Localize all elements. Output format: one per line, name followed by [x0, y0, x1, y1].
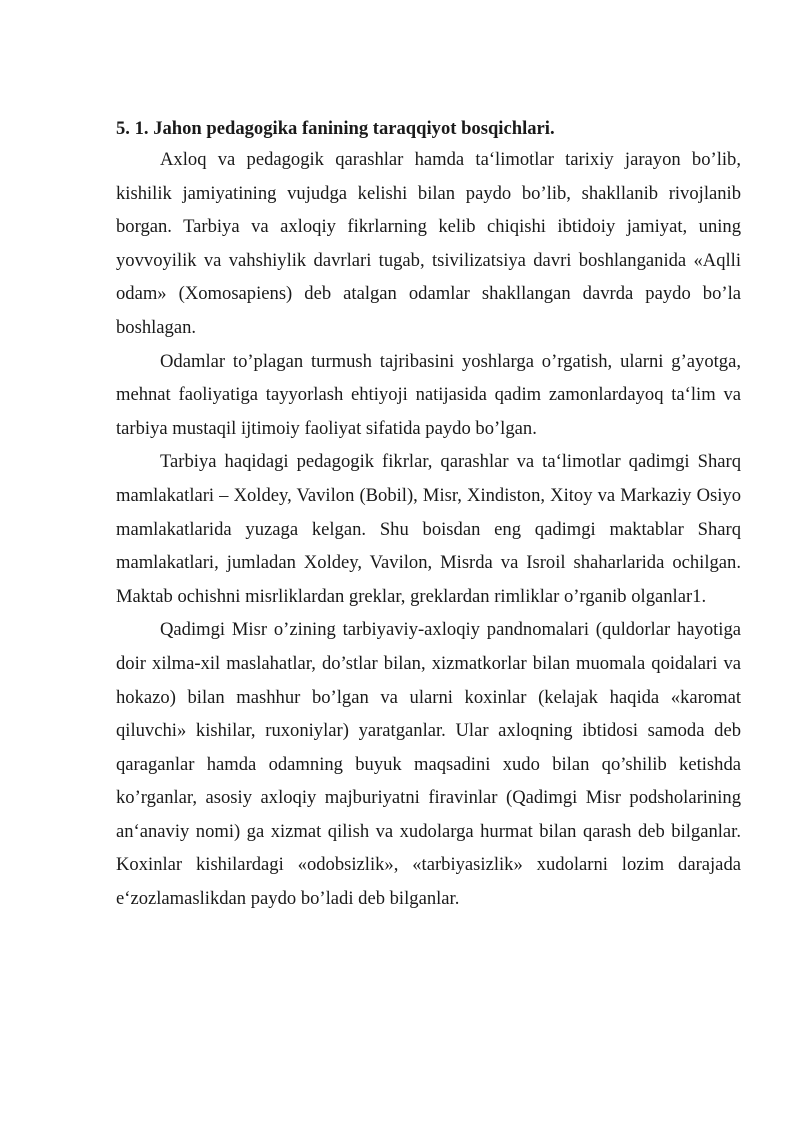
section-heading: 5. 1. Jahon pedagogika fanining taraqqiyot bosqichlari. [116, 118, 555, 139]
paragraph-1: Axloq va pedagogik qarashlar hamda ta‘limotlar tarixiy jarayon bo’lib, kishilik jamiyatining vujudga kelishi bilan paydo bo’lib, shakllanib rivojlanib borgan. Tarbiya va axloqiy fikrlarning kelib chiqishi ibtidoiy jamiyat, uning yovvoyilik va vahshiylik davrlari tugab, tsivilizatsiya davri boshlanganida «Aqlli odam» (Xomosapiens) deb atalgan odamlar shakllangan davrda paydo bo’la boshlagan. [116, 149, 741, 338]
paragraph-2: Odamlar to’plagan turmush tajribasini yoshlarga o’rgatish, ularni g’ayotga, mehnat faoliyatiga tayyorlash ehtiyoji natijasida qadim zamonlardayoq ta‘lim va tarbiya mustaqil ijtimoiy faoliyat sifatida paydo bo’lgan. [116, 350, 741, 439]
paragraph-3: Tarbiya haqidagi pedagogik fikrlar, qarashlar va ta‘limotlar qadimgi Sharq mamlakatlari – Xoldey, Vavilon (Bobil), Misr, Xindiston, Xitoy va Markaziy Osiyo mamlakatlarida yuzaga kelgan. Shu boisdan eng qadimgi maktablar Sharq mamlakatlari, jumladan Xoldey, Vavilon, Misrda va Isroil shaharlarida ochilgan. Maktab ochishni misrliklardan greklar, greklardan rimliklar o’rganib olganlar1. [116, 451, 741, 607]
paragraph-4: Qadimgi Misr o’zining tarbiyaviy-axloqiy pandnomalari (quldorlar hayotiga doir xilma-xil maslahatlar, do’stlar bilan, xizmatkorlar bilan muomala qoidalari va hokazo) bilan mashhur bo’lgan va ularni koxinlar (kelajak haqida «karomat qiluvchi» kishilar, ruxoniylar) yaratganlar. Ular axloqning ibtidosi samoda deb qaraganlar hamda odamning buyuk maqsadini xudo bilan qo’shilib ketishda ko’rganlar, asosiy axloqiy majburiyatni firavinlar (Qadimgi Misr podsholarining an‘anaviy nomi) ga xizmat qilish va xudolarga hurmat bilan qarash deb bilganlar. Koxinlar kishilardagi «odobsizlik», «tarbiyasizlik» xudolarni lozim darajada e‘zozlamaslikdan paydo bo’ladi deb bilganlar. [116, 619, 741, 910]
document-body [116, 115, 741, 916]
